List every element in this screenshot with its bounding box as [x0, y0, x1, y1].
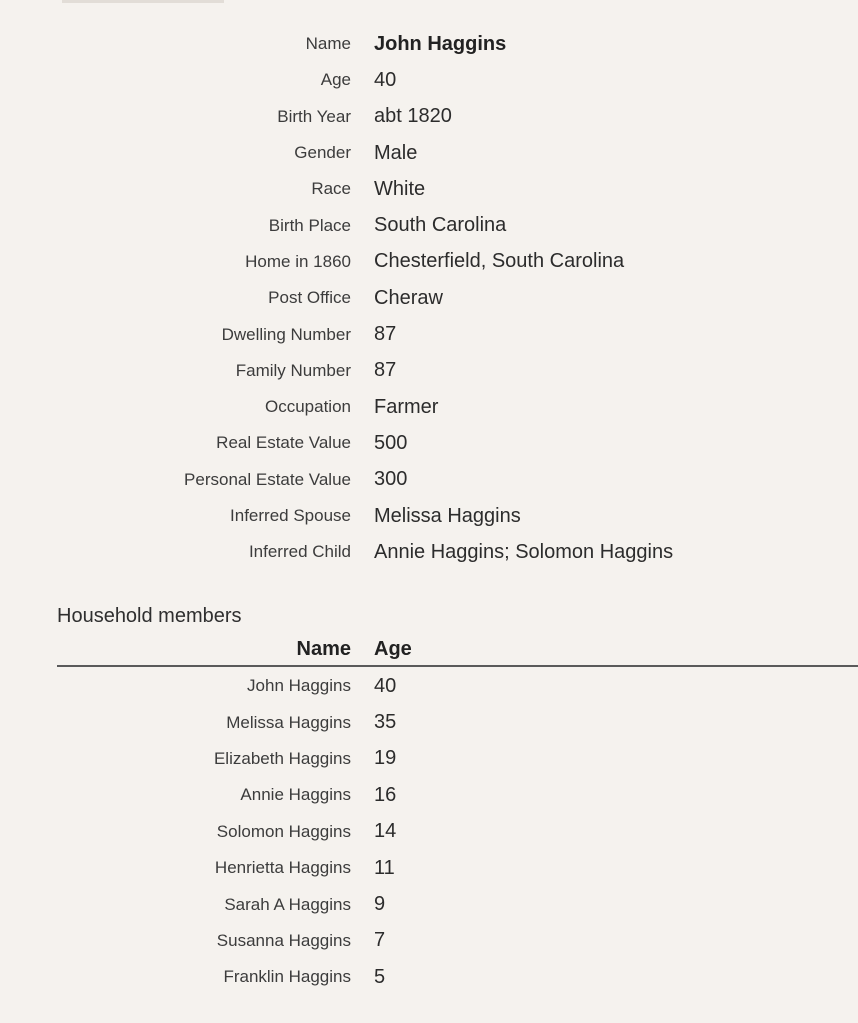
member-name: Melissa Haggins: [226, 712, 351, 732]
record-row-family-number: [0, 353, 858, 389]
member-name: Solomon Haggins: [216, 821, 351, 841]
table-row: [0, 704, 858, 740]
table-row: [0, 777, 858, 813]
record-label: Dwelling Number: [221, 324, 351, 344]
record-label: Inferred Spouse: [230, 506, 351, 525]
member-age: 7: [374, 929, 386, 952]
table-row: [0, 741, 858, 777]
member-name: Sarah A Haggins: [224, 894, 351, 914]
record-row-post-office: [0, 280, 858, 316]
record-value: 500: [374, 431, 408, 454]
record-label: Family Number: [235, 360, 351, 380]
header-divider: [57, 665, 858, 667]
record-value: 87: [374, 359, 397, 382]
record-label: Gender: [294, 143, 351, 163]
record-label: Race: [311, 179, 351, 199]
record-row-personal-estate: [0, 462, 858, 498]
member-name: Henrietta Haggins: [214, 858, 351, 878]
member-age: 40: [374, 674, 397, 697]
member-age: 19: [374, 747, 397, 770]
record-value: Chesterfield, South Carolina: [374, 250, 625, 273]
record-label: Occupation: [265, 397, 351, 417]
record-row-dwelling-number: [0, 316, 858, 352]
record-label: Real Estate Value: [216, 433, 351, 453]
record-row-inferred-spouse: [0, 498, 858, 534]
record-value: 40: [374, 68, 397, 91]
table-row: [0, 668, 858, 704]
household-table-header: [0, 632, 858, 666]
record-value-name: John Haggins: [374, 32, 507, 55]
record-row-inferred-child: [0, 534, 858, 570]
member-age: 9: [374, 893, 386, 916]
member-name: Susanna Haggins: [216, 930, 351, 950]
household-section-title: Household members: [57, 605, 242, 627]
record-value: Melissa Haggins: [374, 504, 521, 527]
table-row: [0, 886, 858, 922]
record-label: Inferred Child: [248, 542, 351, 562]
record-label: Post Office: [268, 288, 351, 308]
column-header-name: Name: [296, 637, 351, 660]
record-label: Age: [320, 70, 351, 90]
table-row: [0, 850, 858, 886]
member-age: 11: [374, 856, 395, 879]
record-label: Personal Estate Value: [184, 469, 351, 489]
member-name: Franklin Haggins: [223, 967, 351, 987]
member-age: 35: [374, 711, 397, 734]
member-age: 16: [374, 783, 397, 806]
record-row-gender: [0, 135, 858, 171]
member-name: Annie Haggins: [240, 785, 351, 805]
top-tab-edge: [62, 0, 224, 3]
record-label: Home in 1860: [245, 251, 351, 271]
record-value: Annie Haggins; Solomon Haggins: [374, 540, 674, 563]
record-row-race: [0, 171, 858, 207]
record-label: Name: [305, 34, 351, 54]
record-value: 300: [374, 468, 408, 491]
record-row-occupation: [0, 389, 858, 425]
table-row: [0, 814, 858, 850]
record-row-age: [0, 62, 858, 98]
record-value: Cheraw: [374, 286, 443, 309]
record-row-home: [0, 244, 858, 280]
member-name: John Haggins: [247, 676, 351, 696]
member-age: 5: [374, 965, 386, 988]
record-row-birth-year: [0, 99, 858, 135]
record-row-real-estate: [0, 425, 858, 461]
record-value: 87: [374, 323, 397, 346]
record-value: Farmer: [374, 395, 439, 418]
member-name: Elizabeth Haggins: [213, 748, 351, 768]
record-value: abt 1820: [374, 105, 452, 128]
record-row-name: [0, 26, 858, 62]
record-value: South Carolina: [374, 214, 507, 237]
record-label: Birth Place: [268, 215, 351, 235]
record-details: [0, 26, 858, 570]
record-value: Male: [374, 141, 418, 164]
record-label: Birth Year: [277, 106, 351, 126]
table-row: [0, 923, 858, 959]
table-row: [0, 959, 858, 995]
column-header-age: Age: [374, 637, 412, 660]
household-table: [0, 668, 858, 996]
member-age: 14: [374, 820, 397, 843]
record-row-birth-place: [0, 207, 858, 243]
record-value: White: [374, 177, 426, 200]
